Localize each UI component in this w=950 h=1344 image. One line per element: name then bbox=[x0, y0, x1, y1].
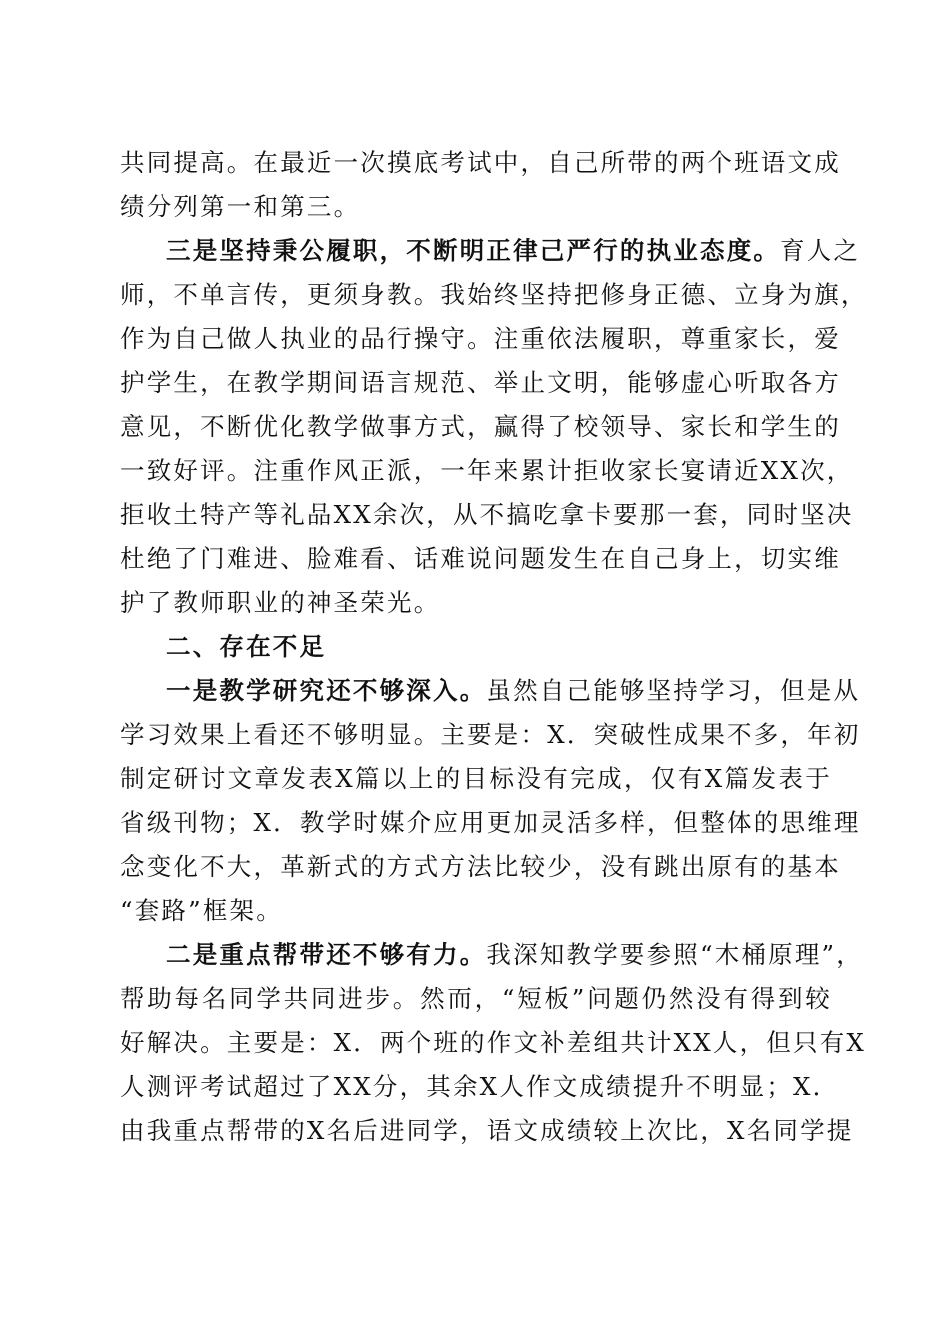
section-heading-text: 二、存在不足 bbox=[166, 632, 327, 661]
paragraph-point-three bbox=[120, 229, 868, 625]
paragraph-lead-rest: 育人之 bbox=[780, 236, 861, 265]
text-line: 拒收土特产等礼品XX余次，从不搞吃拿卡要那一套，同时坚决 bbox=[120, 500, 854, 529]
paragraph-lead-sentence: 一是教学研究还不够深入。 bbox=[166, 676, 487, 705]
text-line: 杜绝了门难进、脸难看、话难说问题发生在自己身上，切实维 bbox=[120, 544, 841, 573]
text-line: 学习效果上看还不够明显。主要是：X．突破性成果不多，年初 bbox=[120, 720, 861, 749]
paragraph-continuation bbox=[120, 141, 841, 229]
text-line: 意见，不断优化教学做事方式，赢得了校领导、家长和学生的 bbox=[120, 412, 841, 441]
text-line: 制定研讨文章发表X篇以上的目标没有完成，仅有X篇发表于 bbox=[120, 764, 832, 793]
text-line: 念变化不大，革新式的方式方法比较少，没有跳出原有的基本 bbox=[120, 852, 841, 881]
paragraph-first-line bbox=[120, 669, 861, 713]
paragraph-lead-rest: 虽然自己能够坚持学习，但是从 bbox=[486, 676, 861, 705]
text-line: 由我重点帮带的X名后进同学，语文成绩较上次比，X名同学提 bbox=[120, 1116, 854, 1145]
paragraph-first-line bbox=[120, 933, 863, 977]
text-line: 护学生，在教学期间语言规范、举止文明，能够虚心听取各方 bbox=[120, 368, 841, 397]
paragraph-shortfall-two bbox=[120, 933, 867, 1153]
text-line: 师，不单言传，更须身教。我始终坚持把修身正德、立身为旗， bbox=[120, 280, 868, 309]
paragraph-lead-sentence: 二是重点帮带还不够有力。 bbox=[166, 940, 487, 969]
text-line: 作为自己做人执业的品行操守。注重依法履职，尊重家长，爱 bbox=[120, 324, 841, 353]
text-line: 护了教师职业的神圣荣光。 bbox=[120, 588, 441, 617]
section-heading bbox=[120, 625, 832, 669]
paragraph-shortfall-one bbox=[120, 669, 861, 933]
text-line: 省级刊物；X．教学时媒介应用更加灵活多样，但整体的思维理 bbox=[120, 808, 861, 837]
text-line: “套路”框架。 bbox=[120, 896, 283, 925]
text-line: 共同提高。在最近一次摸底考试中，自己所带的两个班语文成 bbox=[120, 148, 841, 177]
text-line: 好解决。主要是：X．两个班的作文补差组共计XX人，但只有X bbox=[120, 1028, 867, 1057]
text-line: 一致好评。注重作风正派，一年来累计拒收家长宴请近XX次， bbox=[120, 456, 854, 485]
text-line: 帮助每名同学共同进步。然而，“短板”问题仍然没有得到较 bbox=[120, 984, 832, 1013]
paragraph-first-line bbox=[120, 229, 861, 273]
paragraph-lead-sentence: 三是坚持秉公履职，不断明正律己严行的执业态度。 bbox=[166, 236, 781, 265]
document-body bbox=[120, 141, 868, 1153]
text-line: 绩分列第一和第三。 bbox=[120, 192, 361, 221]
paragraph-lead-rest: 我深知教学要参照“木桶原理”， bbox=[486, 940, 863, 969]
text-line: 人测评考试超过了XX分，其余X人作文成绩提升不明显；X． bbox=[120, 1072, 840, 1101]
